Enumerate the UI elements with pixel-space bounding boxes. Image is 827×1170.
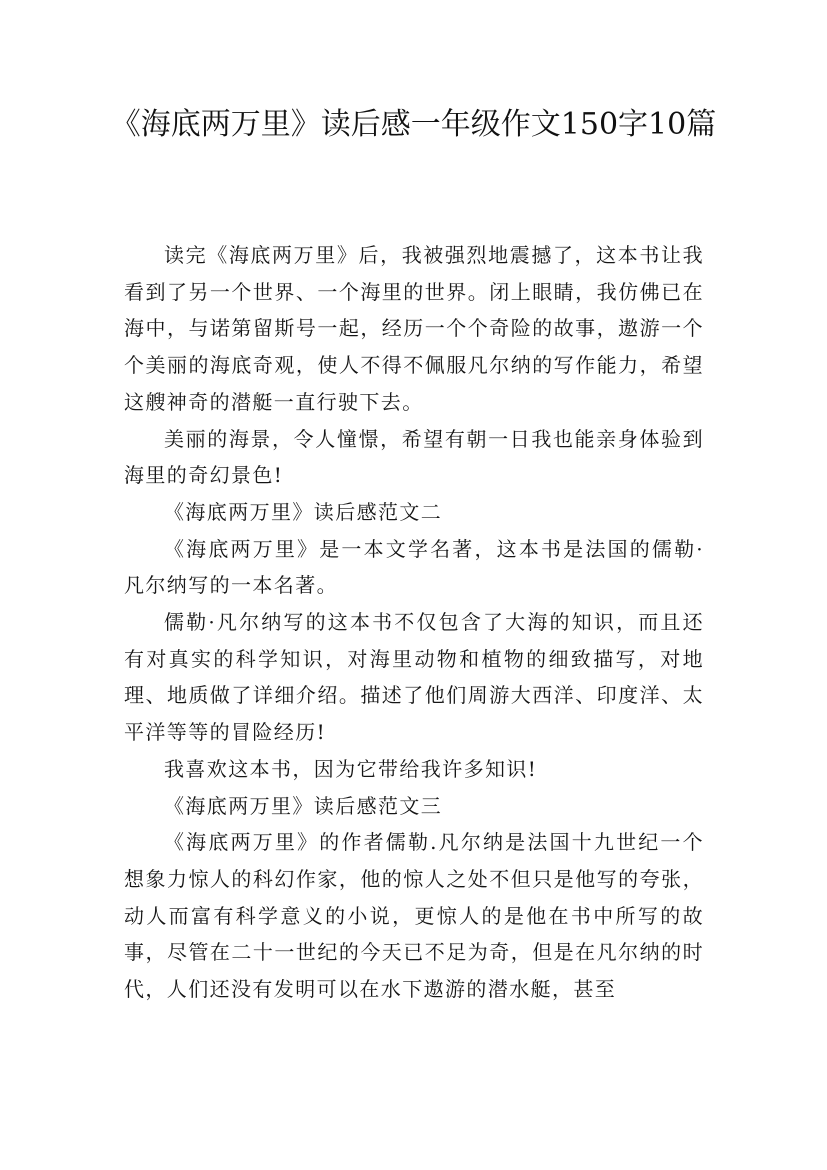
document-title: 《海底两万里》读后感一年级作文150字10篇 [110,107,717,142]
paragraph: 《海底两万里》是一本文学名著，这本书是法国的儒勒·凡尔纳写的一本名著。 [124,536,704,598]
paragraph: 我喜欢这本书，因为它带给我许多知识! [164,756,538,781]
section-heading: 《海底两万里》读后感范文二 [164,499,443,524]
document-body [124,237,704,1008]
paragraph: 儒勒·凡尔纳写的这本书不仅包含了大海的知识，而且还有对真实的科学知识，对海里动物和植物的细致描写，对地理、地质做了详细介绍。描述了他们周游大西洋、印度洋、太平洋等等的冒险经历! [124,610,704,745]
paragraph: 美丽的海景，令人憧憬，希望有朝一日我也能亲身体验到海里的奇幻景色! [124,426,704,488]
paragraph: 《海底两万里》的作者儒勒.凡尔纳是法国十九世纪一个想象力惊人的科幻作家，他的惊人之处不但只是他写的夸张，动人而富有科学意义的小说，更惊人的是他在书中所写的故事，尽管在二十一世纪的今天已不足为奇，但是在凡尔纳的时代，人们还没有发明可以在水下遨游的潜水艇，甚至 [124,830,704,1002]
section-heading: 《海底两万里》读后感范文三 [164,793,443,818]
paragraph: 读完《海底两万里》后，我被强烈地震撼了，这本书让我看到了另一个世界、一个海里的世界。闭上眼睛，我仿佛已在海中，与诺第留斯号一起，经历一个个奇险的故事，遨游一个个美丽的海底奇观，使人不得不佩服凡尔纳的写作能力，希望这艘神奇的潜艇一直行驶下去。 [124,243,704,414]
